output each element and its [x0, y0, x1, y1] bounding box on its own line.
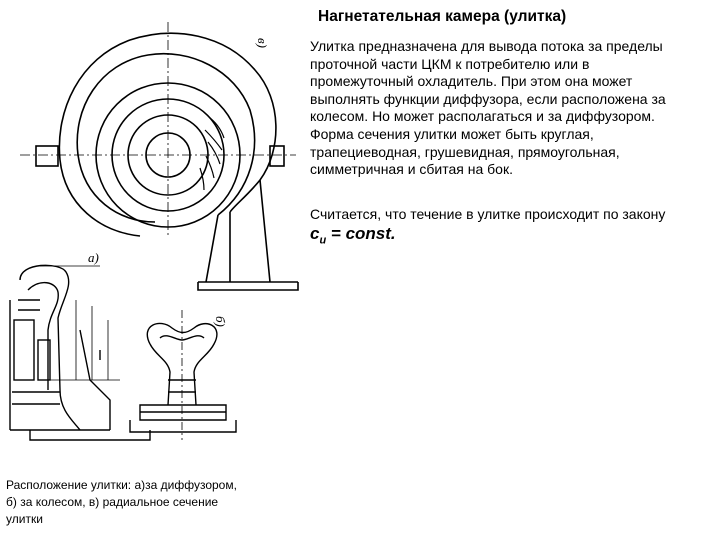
formula-rest: = const. — [326, 224, 396, 243]
description-line: выполнять функции диффузора, если расположена за — [310, 90, 666, 107]
flow-statement: Считается, что течение в улитке происходит по закону — [310, 206, 666, 222]
description-line: Улитка предназначена для вывода потока за пределы — [310, 38, 663, 54]
label-main-view: в) — [255, 38, 270, 48]
caption-line: улитки — [6, 512, 43, 526]
flow-law-formula — [310, 224, 396, 246]
impeller-blades — [200, 118, 224, 190]
description-text — [310, 38, 720, 179]
description-line: проточной части ЦКМ к потребителю или в — [310, 55, 590, 72]
section-b-drawing — [130, 323, 236, 432]
section-a-dimensions — [40, 266, 120, 380]
formula-symbol: c — [310, 224, 320, 243]
volute-outlet-duct — [198, 180, 298, 290]
label-section-a: а) — [88, 250, 99, 265]
description-line: Форма сечения улитки может быть круглая, — [310, 125, 594, 142]
description-line: трапециеводная, грушевидная, прямоугольная, — [310, 143, 620, 160]
formula-subscript: u — [319, 234, 327, 247]
label-section-b: б) — [213, 316, 228, 327]
description-line: колесом. Но может располагаться и за диффузором. — [310, 108, 655, 125]
caption-line: б) за колесом, в) радиальное сечение — [6, 495, 219, 509]
description-line: симметричная и сбитая на бок. — [310, 161, 513, 178]
caption-line: Расположение улитки: а)за диффузором, — [6, 478, 237, 492]
description-line: промежуточный охладитель. При этом она может — [310, 73, 633, 90]
figure-caption — [6, 477, 291, 528]
volute-inner-spiral — [77, 54, 254, 222]
section-a-drawing — [10, 265, 150, 440]
slide-title: Нагнетательная камера (улитка) — [318, 8, 567, 25]
left-flange — [36, 146, 58, 166]
volute-main-view — [36, 33, 298, 290]
